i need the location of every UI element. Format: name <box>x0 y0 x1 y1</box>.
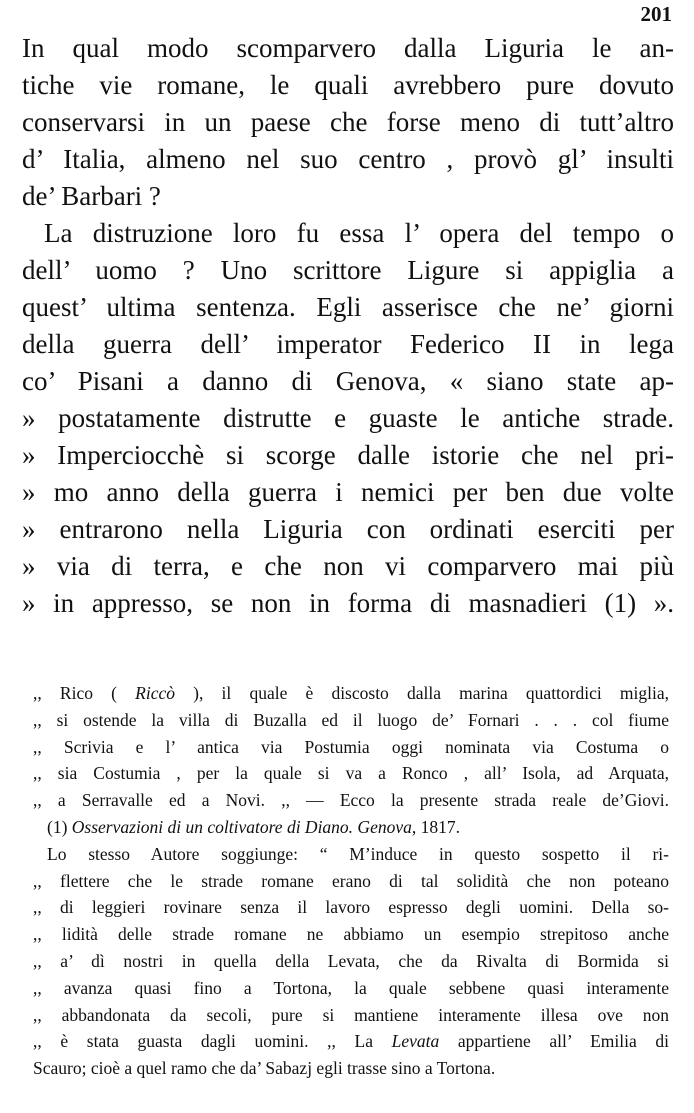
body-line: tiche vie romane, le quali avrebbero pure dovuto <box>22 70 674 100</box>
footnote-source-year: , 1817. <box>411 816 460 837</box>
body-line: co’ Pisani a danno di Genova, « siano state ap- <box>22 366 674 396</box>
footnote-italic: Riccò <box>135 683 175 703</box>
body-line: quest’ ultima sentenza. Egli asserisce che ne’ giorni <box>22 292 674 322</box>
footnote-line: ,, avanza quasi fino a Tortona, la quale sebbene quasi interamente <box>33 977 669 998</box>
body-line: d’ Italia, almeno nel suo centro , provò gl’ insulti <box>22 144 674 174</box>
body-line: de’ Barbari ? <box>22 181 161 211</box>
footnote-source-title: Osservazioni di un coltivatore di Diano. Genova <box>71 816 412 837</box>
footnote-italic: Levata <box>391 1031 440 1052</box>
footnote-text: ,, è stata guasta dagli uomini. ,, La <box>33 1031 392 1052</box>
footnote-text: ,, Rico ( <box>33 683 136 703</box>
body-line: La distruzione loro fu essa l’ opera del tempo o <box>44 218 674 248</box>
body-line: conservarsi in un paese che forse meno di tutt’altro <box>22 107 674 137</box>
body-line: dell’ uomo ? Uno scrittore Ligure si appiglia a <box>22 255 674 285</box>
footnote-line: ,, a’ dì nostri in quella della Levata, che da Rivalta di Bormida si <box>33 950 669 971</box>
footnote-line: ,, abbandonata da secoli, pure si mantiene interamente illesa ove non <box>33 1004 669 1025</box>
body-line: » Imperciocchè si scorge dalle istorie che nel pri- <box>22 440 674 470</box>
footnote-line: ,, flettere che le strade romane erano di tal solidità che non poteano <box>33 870 669 891</box>
footnote-line: ,, lidità delle strade romane ne abbiamo un esempio strepitoso anche <box>33 924 669 945</box>
body-line: In qual modo scomparvero dalla Liguria le an- <box>22 33 674 63</box>
footnote-text: appartiene all’ Emilia di <box>439 1031 669 1052</box>
body-line: » mo anno della guerra i nemici per ben due volte <box>22 477 674 507</box>
footnote-mark: (1) <box>47 816 72 837</box>
body-line: della guerra dell’ imperator Federico II in lega <box>22 329 674 359</box>
footnote-line: ,, Scrivia e l’ antica via Postumia oggi nominata via Costuma o <box>33 736 669 757</box>
body-line: » postatamente distrutte e guaste le antiche strade. <box>22 403 674 433</box>
footnote-line: ,, di leggieri rovinare senza il lavoro espresso degli uomini. Della so- <box>33 897 669 918</box>
footnote-line: Lo stesso Autore soggiunge: “ M’induce in questo sospetto il ri- <box>47 843 669 864</box>
body-line: » via di terra, e che non vi comparvero mai più <box>22 551 674 581</box>
body-line: » entrarono nella Liguria con ordinati eserciti per <box>22 514 674 544</box>
footnote-line <box>33 1028 669 1055</box>
footnote-line: ,, a Serravalle ed a Novi. ,, — Ecco la presente strada reale de’Giovi. <box>33 790 669 811</box>
body-line: » in appresso, se non in forma di masnadieri (1) ». <box>22 588 674 618</box>
footnote-1 <box>33 814 669 841</box>
footnote-line: ,, si ostende la villa di Buzalla ed il luogo de’ Fornari . . . col fiume <box>33 709 669 730</box>
footnote-line: Scauro; cioè a quel ramo che da’ Sabazj egli trasse sino a Tortona. <box>33 1058 496 1079</box>
page-number: 201 <box>640 2 672 26</box>
main-text <box>22 30 674 622</box>
footnote-line <box>33 680 669 707</box>
footnote-text: ), il quale è discosto dalla marina quattordici miglia, <box>175 683 669 703</box>
footnote-line: ,, sia Costumia , per la quale si va a Ronco , all’ Isola, ad Arquata, <box>33 763 669 784</box>
footnotes <box>33 680 669 1082</box>
